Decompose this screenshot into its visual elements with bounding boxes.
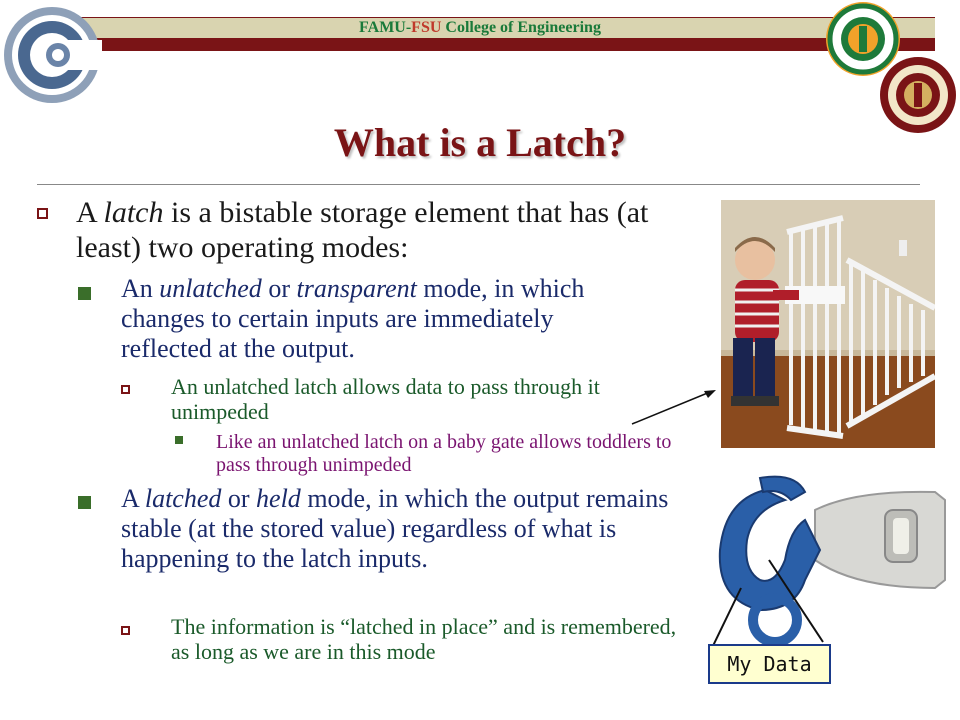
header-famu: FAMU [359, 19, 406, 36]
bullet-solid-square-icon [78, 496, 91, 509]
bullet-hollow-square-icon [37, 208, 48, 219]
b1-2-pre: A [121, 484, 145, 513]
b1-2-post: mode, in which the output remains stable (at the stored value) regardless of what is happening to the latch inputs. [121, 484, 669, 573]
b1-2-em1: latched [144, 484, 222, 513]
b1-pre: A [76, 196, 104, 229]
header-fsu: FSU [411, 19, 442, 36]
bullet-latch-definition [76, 196, 676, 265]
bullet-baby-gate-analogy: Like an unlatched latch on a baby gate allows toddlers to pass through unimpeded [216, 431, 672, 476]
bullet-hollow-square-icon [121, 626, 130, 635]
b1-1-em2: transparent [296, 274, 417, 303]
slide-title: What is a Latch? [333, 120, 627, 165]
latch-hook-photo [705, 470, 955, 660]
bullet-unlatched-passes-data: An unlatched latch allows data to pass through it unimpeded [171, 374, 600, 425]
header-dash: - [405, 19, 412, 36]
my-data-callout: My Data [708, 644, 831, 684]
b1-em: latch [103, 196, 164, 229]
b1-1-mid: or [261, 274, 297, 303]
b1-2-em2: held [256, 484, 301, 513]
bullet-unlatched-mode [121, 274, 641, 364]
b1-post: is a bistable storage element that has (at least) two operating modes: [76, 196, 649, 264]
header-college: College of Engineering [441, 19, 601, 36]
baby-gate-photo [721, 200, 935, 448]
bullet-hollow-square-icon [121, 385, 130, 394]
bullet-latched-in-place: The information is “latched in place” and is remembered, as long as we are in this mode [171, 614, 677, 665]
college-logo [0, 0, 110, 110]
b1-2-mid: or [221, 484, 257, 513]
bullet-small-square-icon [175, 436, 183, 444]
title-divider [37, 184, 920, 185]
bullet-latched-mode [121, 484, 681, 574]
bullet-solid-square-icon [78, 287, 91, 300]
header-text [0, 18, 960, 38]
b1-1-post: mode, in which changes to certain inputs are immediately reflected at the output. [121, 274, 585, 363]
b1-1-em1: unlatched [159, 274, 262, 303]
b1-1-pre: An [121, 274, 160, 303]
